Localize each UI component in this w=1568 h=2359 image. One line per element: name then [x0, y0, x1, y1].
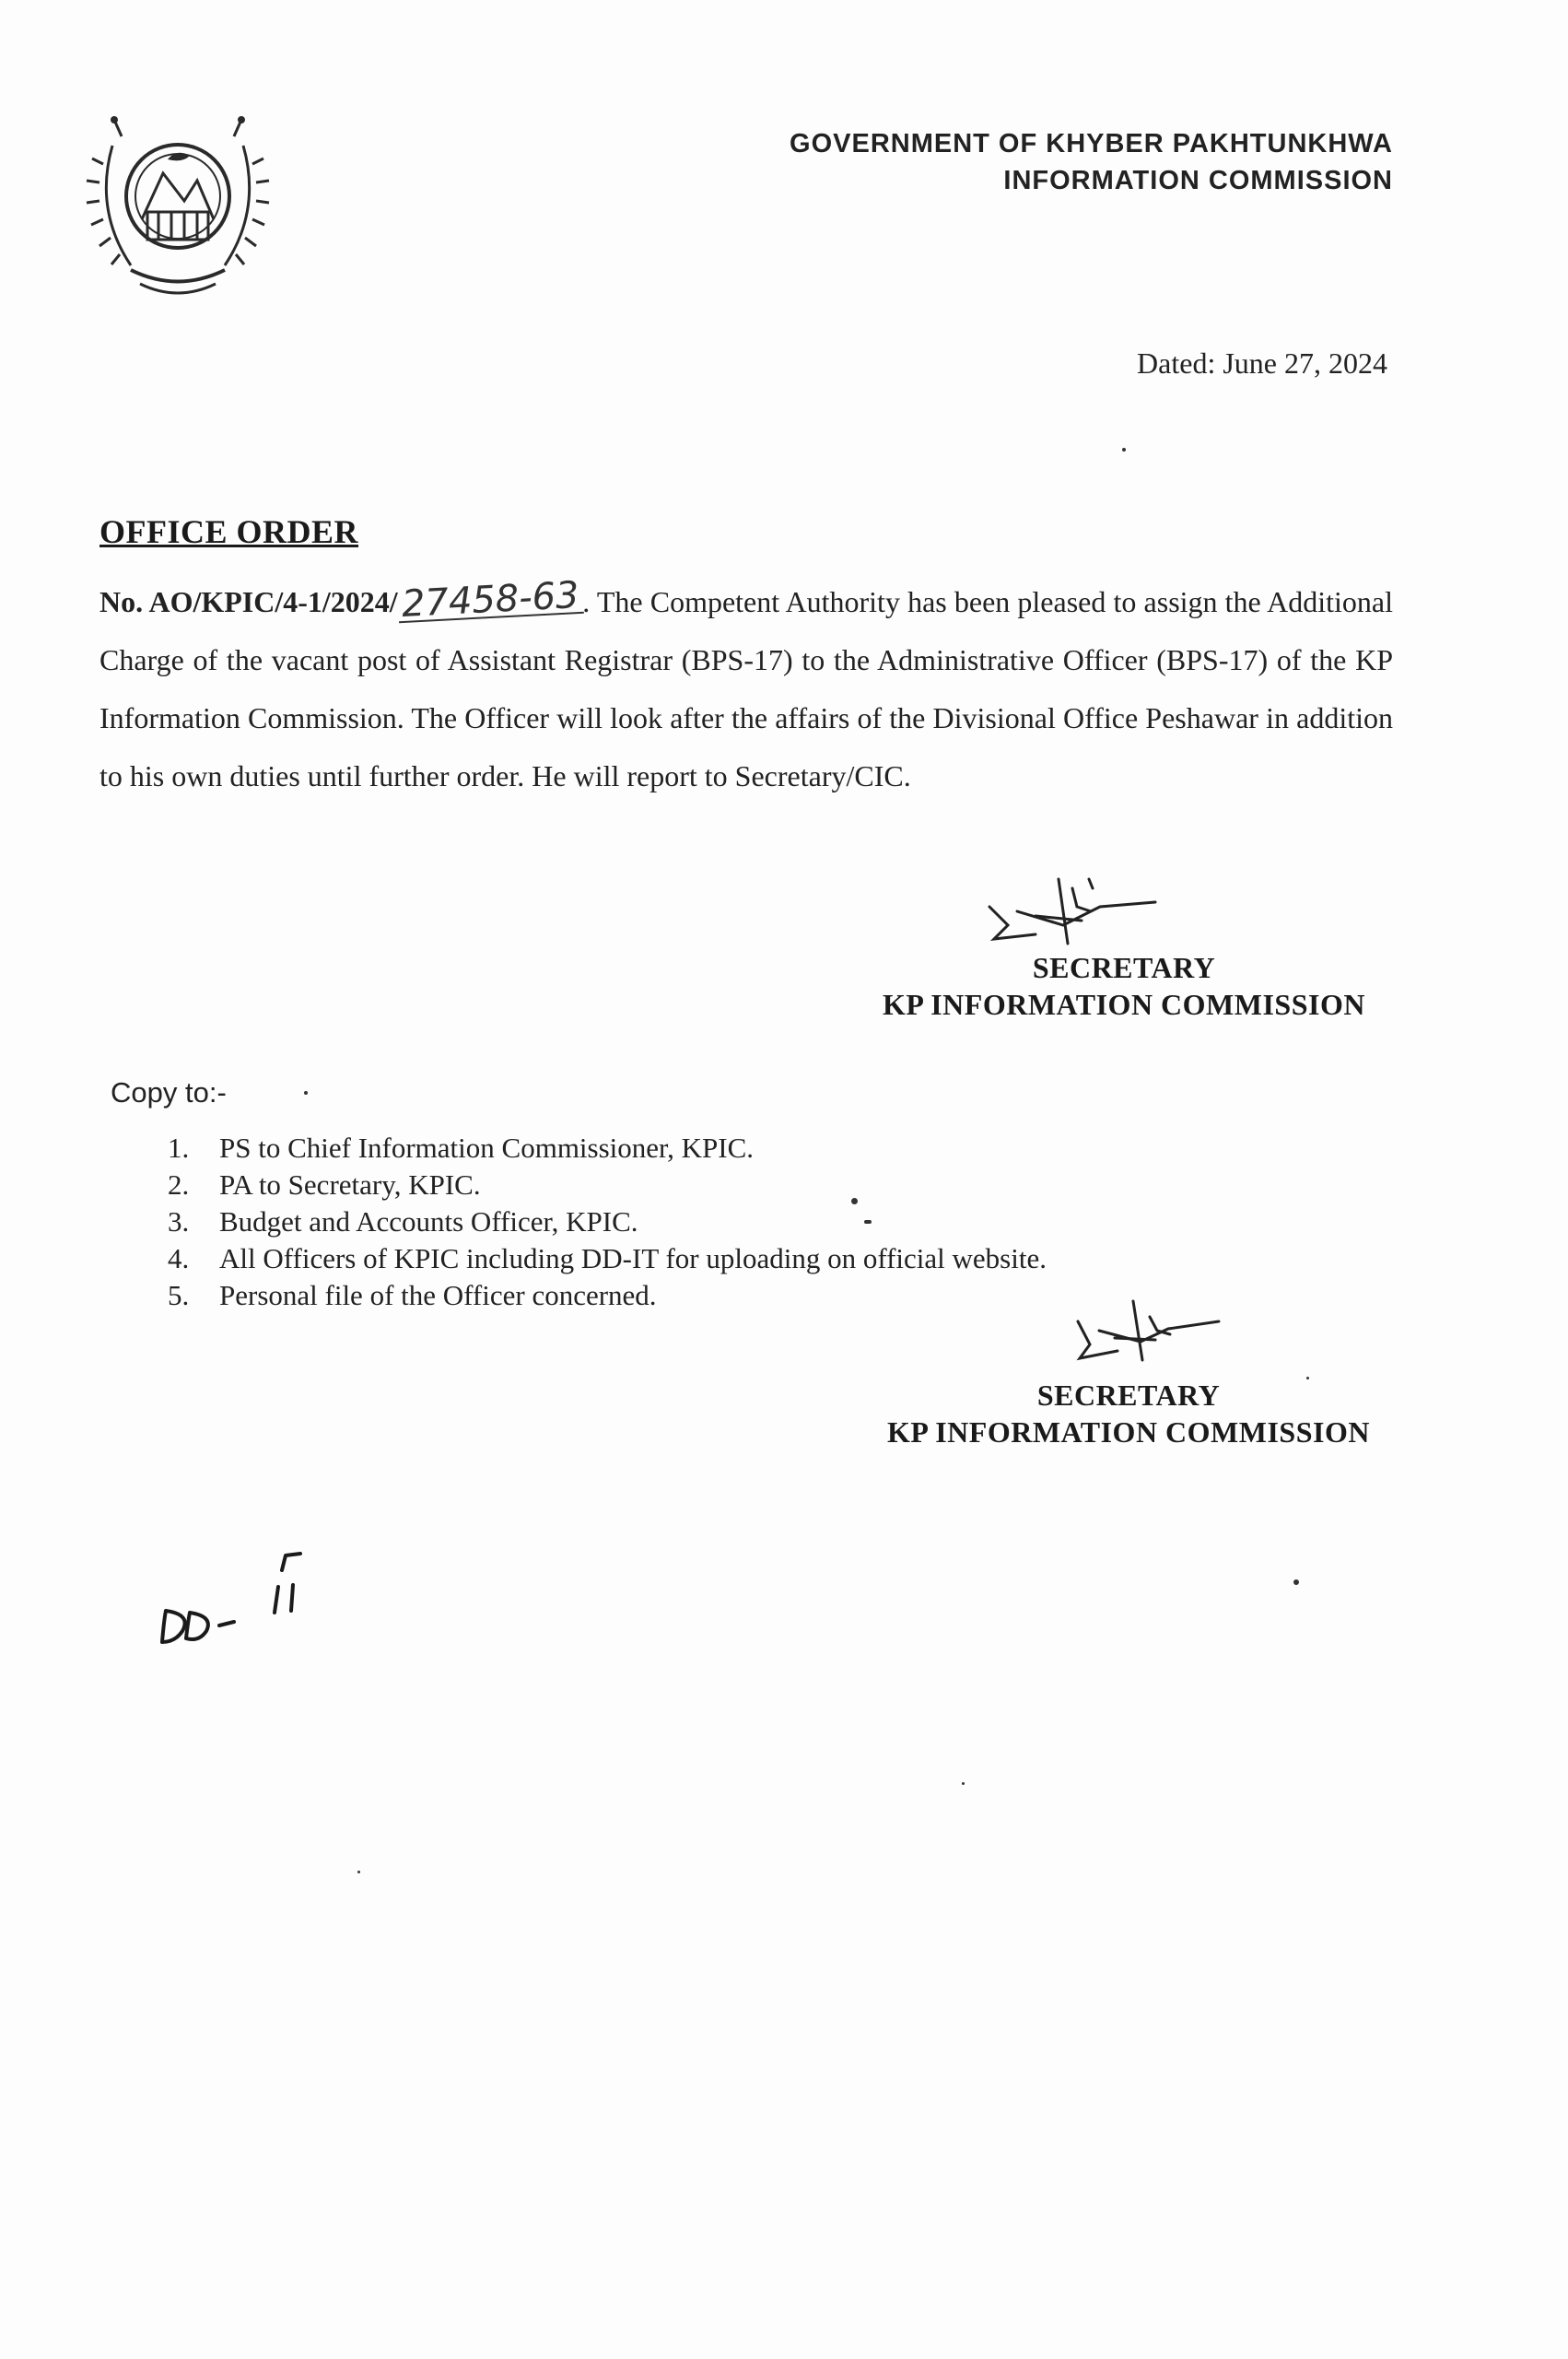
signature-icon — [1067, 1294, 1233, 1367]
date-line — [1137, 346, 1387, 381]
order-body-text: . The Competent Authority has been pleased to assign the Additional Charge of the vacant post of Assistant Registrar (BPS-17) to the Administrative Officer (BPS-17) of the KP Information Commission. The Officer will look after the affairs of the Divisional Office Peshawar in addition to his own duties until further order. He will report to Secretary/CIC. — [99, 585, 1394, 792]
list-item — [168, 1277, 1047, 1314]
list-item-number: 1. — [168, 1132, 190, 1164]
letterhead-government: GOVERNMENT OF KHYBER PAKHTUNKHWA — [790, 129, 1393, 158]
list-item-text: PA to Secretary, KPIC. — [219, 1168, 481, 1201]
signature-icon — [980, 870, 1174, 953]
list-item-text: All Officers of KPIC including DD-IT for uploading on official website. — [219, 1242, 1047, 1274]
list-item-text: Personal file of the Officer concerned. — [219, 1279, 657, 1311]
signatory-organization: KP INFORMATION COMMISSION — [883, 988, 1365, 1021]
order-reference-number: No. AO/KPIC/4-1/2024/ — [99, 585, 398, 618]
handwritten-note — [155, 1539, 339, 1659]
date-value: June 27, 2024 — [1223, 346, 1387, 380]
speck — [851, 1198, 858, 1204]
list-item — [168, 1240, 1047, 1277]
speck — [864, 1220, 872, 1224]
list-item-text: Budget and Accounts Officer, KPIC. — [219, 1205, 638, 1238]
speck — [304, 1091, 308, 1095]
order-body — [99, 573, 1393, 805]
speck — [1293, 1579, 1299, 1585]
office-order-title: OFFICE ORDER — [99, 513, 359, 550]
speck — [962, 1782, 965, 1785]
speck — [357, 1871, 360, 1873]
signatory-title: SECRETARY — [1032, 951, 1216, 984]
list-item-number: 5. — [168, 1279, 190, 1311]
copy-to-label: Copy to:- — [111, 1076, 227, 1109]
handwritten-dispatch-number: 27458-63 — [397, 579, 583, 623]
list-item-number: 2. — [168, 1168, 190, 1201]
list-item — [168, 1167, 1047, 1203]
date-label: Dated: — [1137, 346, 1216, 380]
list-item-text: PS to Chief Information Commissioner, KPIC. — [219, 1132, 755, 1164]
letterhead — [790, 125, 1393, 199]
speck — [1306, 1377, 1309, 1379]
list-item-number: 4. — [168, 1242, 190, 1274]
signature-block-1 — [857, 949, 1391, 1023]
signatory-title: SECRETARY — [1036, 1379, 1221, 1412]
signatory-organization: KP INFORMATION COMMISSION — [887, 1415, 1370, 1449]
signature-block-2 — [857, 1377, 1400, 1450]
speck — [1122, 448, 1126, 452]
list-item — [168, 1130, 1047, 1167]
kp-government-emblem-icon — [76, 109, 280, 317]
copy-to-list — [168, 1130, 1047, 1314]
list-item — [168, 1203, 1047, 1240]
letterhead-commission: INFORMATION COMMISSION — [1003, 166, 1393, 195]
list-item-number: 3. — [168, 1205, 190, 1238]
